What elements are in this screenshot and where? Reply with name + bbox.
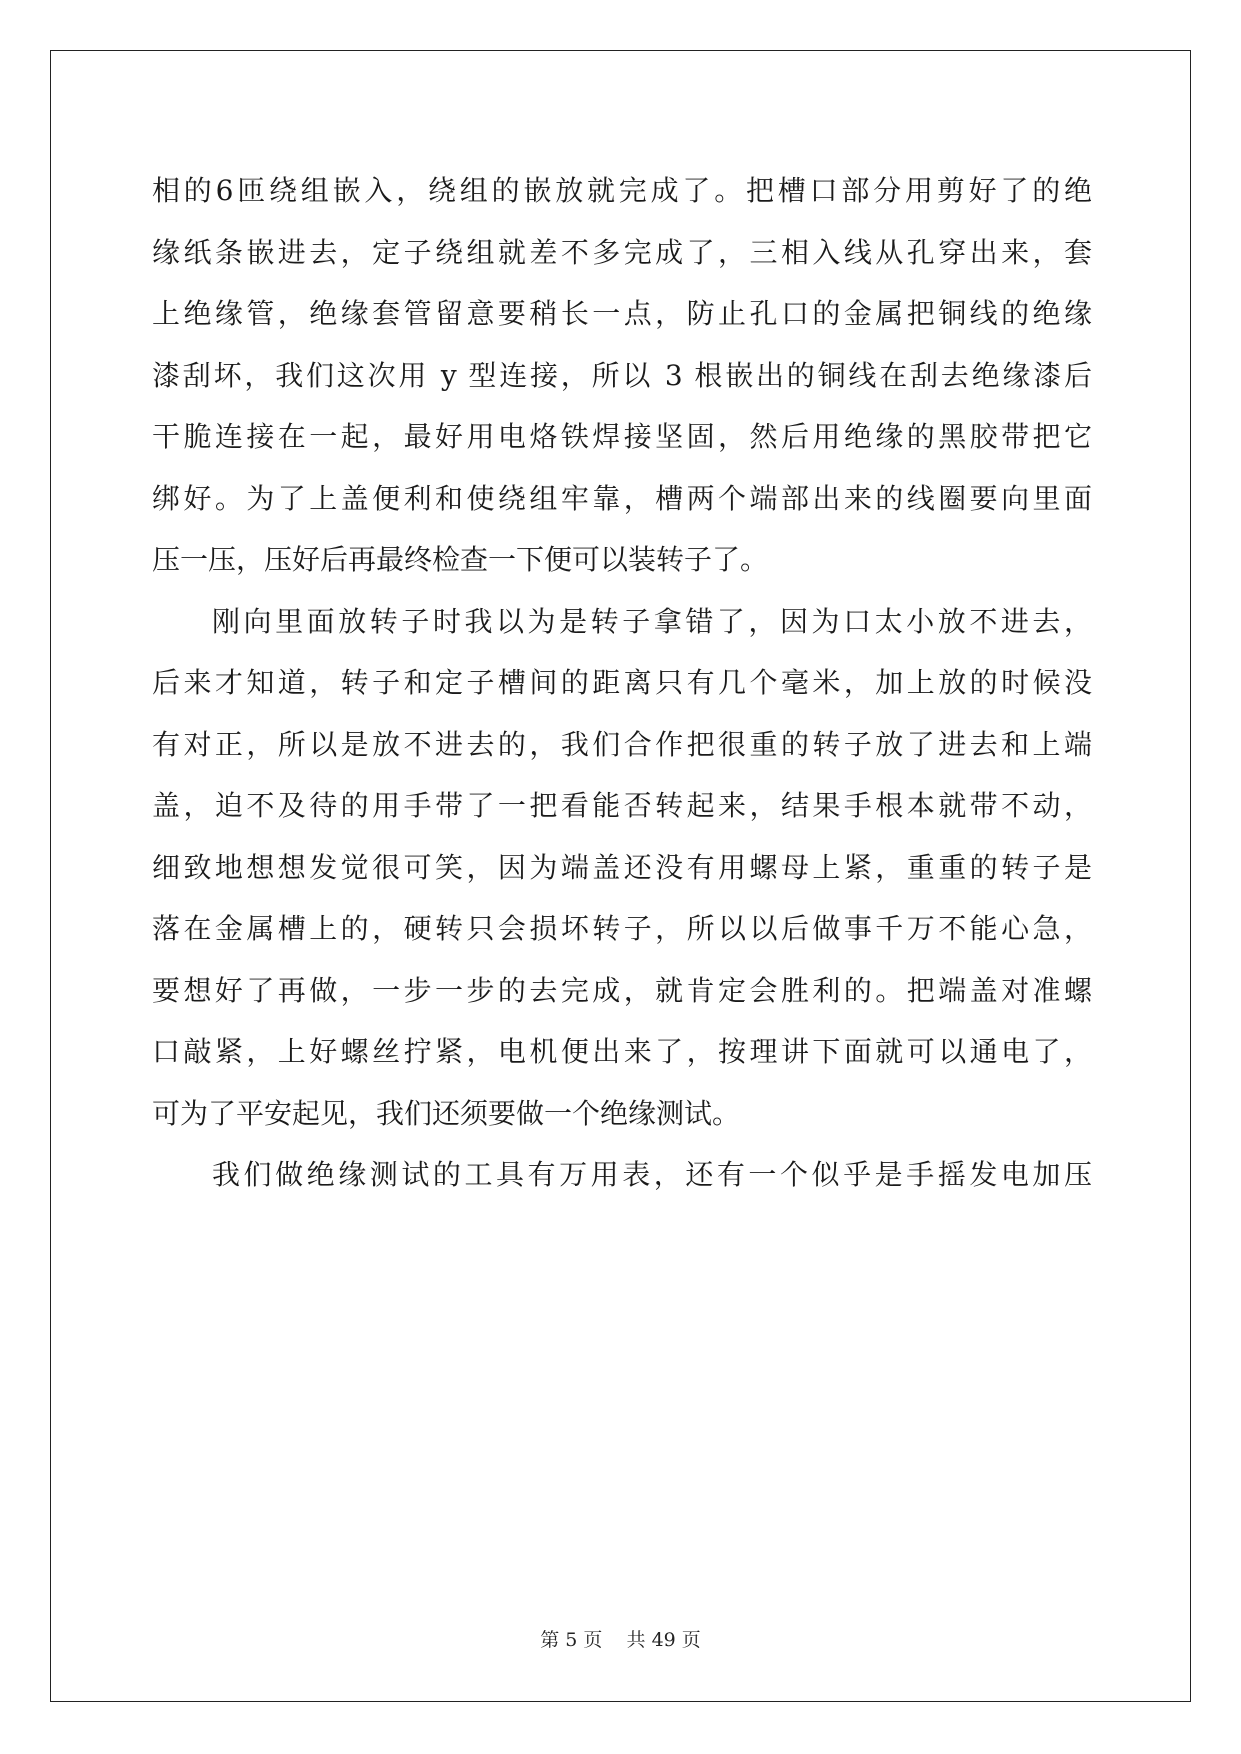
document-body	[152, 160, 1092, 1206]
text-line: 落在金属槽上的，硬转只会损坏转子，所以以后做事千万不能心急，	[152, 912, 1092, 945]
text-line: 我们做绝缘测试的工具有万用表，还有一个似乎是手摇发电加压	[212, 1158, 1092, 1191]
page-number: 第 5 页	[540, 1629, 603, 1651]
text-line: 漆刮坏，我们这次用 y 型连接，所以 3 根嵌出的铜线在刮去绝缘漆后	[152, 358, 1092, 392]
text-line: 有对正，所以是放不进去的，我们合作把很重的转子放了进去和上端	[152, 727, 1092, 761]
text-line: 相的6匝绕组嵌入，绕组的嵌放就完成了。把槽口部分用剪好了的绝	[152, 174, 1092, 207]
text-line: 要想好了再做，一步一步的去完成，就肯定会胜利的。把端盖对准螺	[152, 973, 1092, 1007]
text-line: 缘纸条嵌进去，定子绕组就差不多完成了，三相入线从孔穿出来，套	[152, 235, 1092, 269]
text-line: 可为了平安起见，我们还须要做一个绝缘测试。	[152, 1096, 741, 1130]
total-pages: 共 49 页	[626, 1629, 701, 1651]
text-line: 刚向里面放转子时我以为是转子拿错了，因为口太小放不进去，	[212, 604, 1092, 638]
text-line: 上绝缘管，绝缘套管留意要稍长一点，防止孔口的金属把铜线的绝缘	[152, 297, 1092, 330]
text-line: 细致地想想发觉很可笑，因为端盖还没有用螺母上紧，重重的转子是	[152, 850, 1092, 884]
page-footer	[0, 1628, 1241, 1652]
text-line: 口敲紧，上好螺丝拧紧，电机便出来了，按理讲下面就可以通电了，	[152, 1035, 1092, 1068]
text-line: 绑好。为了上盖便利和使绕组牢靠，槽两个端部出来的线圈要向里面	[152, 481, 1092, 515]
text-line: 后来才知道，转子和定子槽间的距离只有几个毫米，加上放的时候没	[152, 666, 1092, 699]
text-line: 压一压，压好后再最终检查一下便可以装转子了。	[152, 543, 769, 576]
text-line: 盖，迫不及待的用手带了一把看能否转起来，结果手根本就带不动，	[152, 789, 1092, 822]
text-line: 干脆连接在一起，最好用电烙铁焊接坚固，然后用绝缘的黑胶带把它	[152, 420, 1092, 453]
